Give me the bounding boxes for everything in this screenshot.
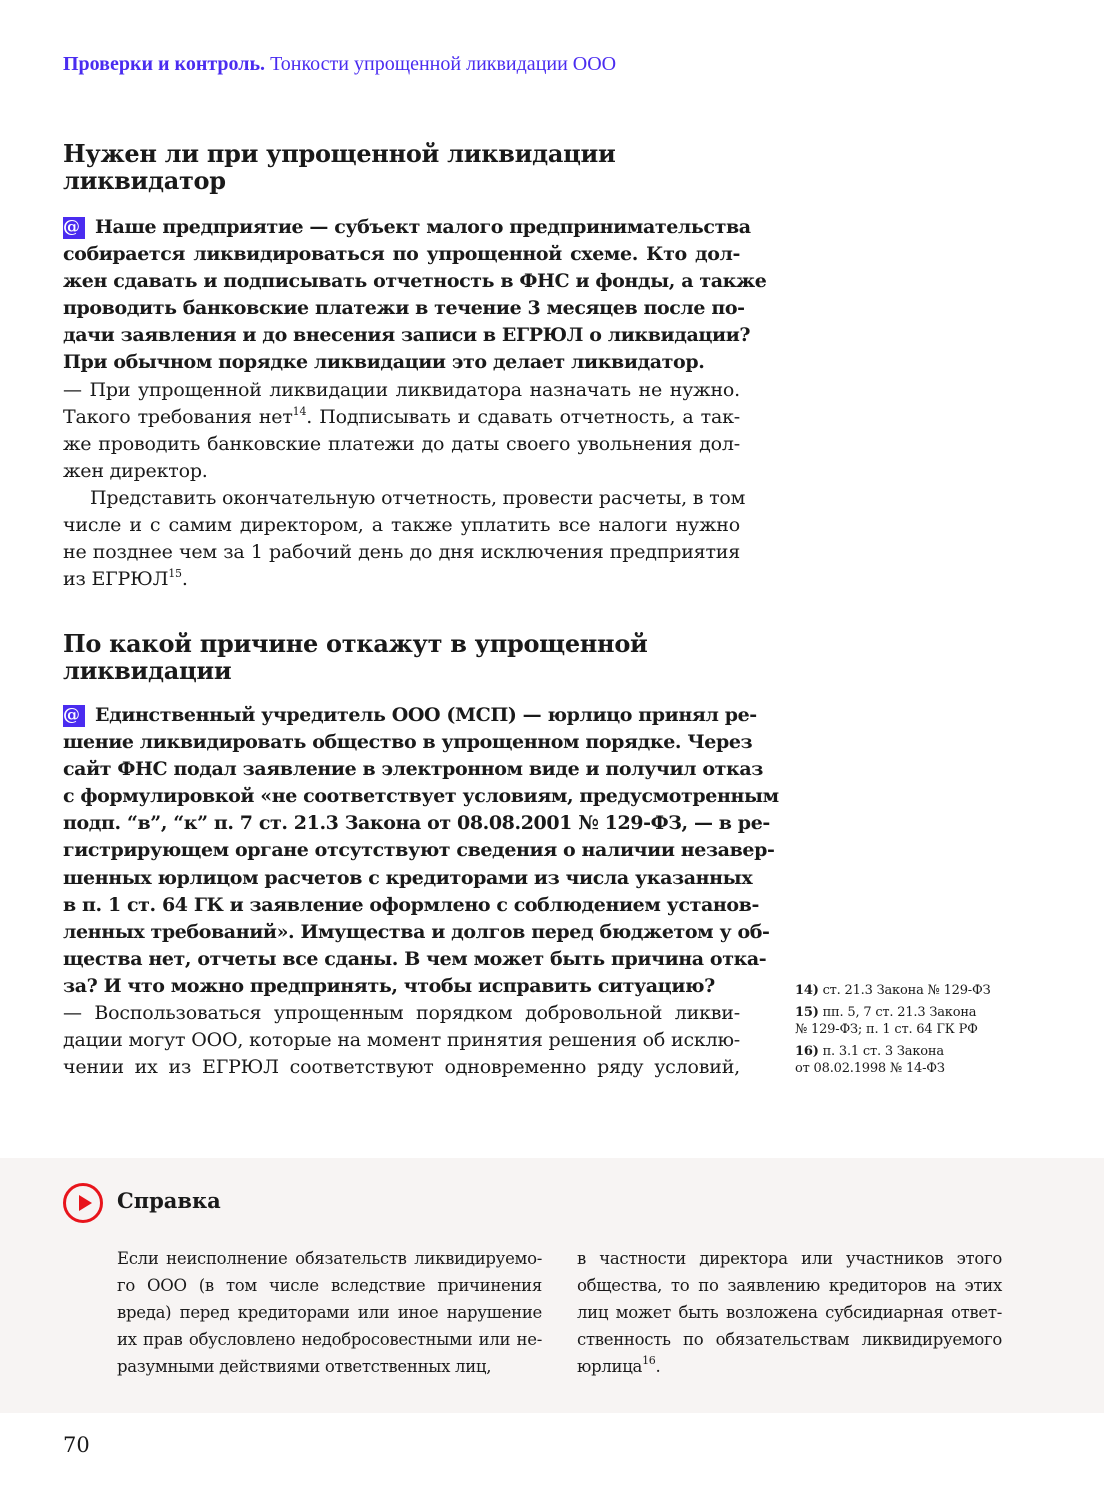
answer-1 bbox=[63, 377, 740, 485]
play-icon bbox=[63, 1183, 103, 1223]
text-line: проводить банковские платежи в течение 3 месяцев после по- bbox=[63, 297, 745, 320]
info-box-title: Справка bbox=[117, 1188, 221, 1213]
text-line: Нужен ли при упрощенной ликвидации bbox=[63, 139, 616, 168]
text-line: жен сдавать и подписывать отчетность в ФНС и фонды, а также bbox=[63, 270, 767, 293]
text-line: При обычном порядке ликвидации это делает ликвидатор. bbox=[63, 351, 705, 374]
text-line: не позднее чем за 1 рабочий день до дня исключения предприятия bbox=[63, 541, 740, 564]
text-line: в п. 1 ст. 64 ГК и заявление оформлено с соблюдением установ- bbox=[63, 893, 759, 916]
text-line: Представить окончательную отчетность, провести расчеты, в том bbox=[90, 487, 746, 509]
text-line: за? И что можно предпринять, чтобы исправить ситуацию? bbox=[63, 974, 715, 997]
text-line: дачи заявления и до внесения записи в ЕГРЮЛ о ликвидации? bbox=[63, 324, 751, 347]
text-line: @ Единственный учредитель ООО (МСП) — юрлицо принял ре- bbox=[63, 704, 757, 726]
question-at-icon: @ bbox=[63, 217, 85, 239]
text-line: — Воспользоваться упрощенным порядком добровольной ликви- bbox=[63, 1002, 740, 1024]
header-section: Проверки и контроль. bbox=[63, 53, 266, 75]
text-line: их прав обусловлено недобросовестными или не- bbox=[117, 1330, 542, 1349]
answer-2 bbox=[63, 1000, 740, 1081]
text-line: собирается ликвидироваться по упрощенной схеме. Кто дол- bbox=[63, 243, 740, 266]
text-line: в частности директора или участников этого bbox=[577, 1249, 1002, 1268]
text-line: По какой причине откажут в упрощенной bbox=[63, 629, 648, 658]
text-line: вреда) перед кредиторами или иное нарушение bbox=[117, 1303, 542, 1322]
text-line: — При упрощенной ликвидации ликвидатора назначать не нужно. bbox=[63, 379, 740, 401]
text-line: с формулировкой «не соответствует условиям, предусмотренным bbox=[63, 785, 779, 808]
text-line: жен директор. bbox=[63, 460, 208, 483]
running-header bbox=[63, 53, 616, 76]
text-line: ликвидации bbox=[63, 656, 232, 686]
page-number: 70 bbox=[63, 1433, 90, 1457]
text-line: числе и с самим директором, а также уплатить все налоги нужно bbox=[63, 514, 740, 537]
text-line: общества, то по заявлению кредиторов на этих bbox=[577, 1276, 1002, 1295]
text-line: Если неисполнение обязательств ликвидируемо- bbox=[117, 1249, 542, 1268]
text-line: лиц может быть возложена субсидиарная ответ- bbox=[577, 1303, 1002, 1322]
answer-1-paragraph-2 bbox=[63, 485, 746, 593]
section-heading-liquidator bbox=[63, 140, 743, 194]
text-line: чении их из ЕГРЮЛ соответствуют одновременно ряду условий, bbox=[63, 1056, 740, 1079]
question-2 bbox=[63, 702, 779, 1000]
text-line: го ООО (в том числе вследствие причинения bbox=[117, 1276, 542, 1295]
info-column-2 bbox=[577, 1245, 1002, 1380]
text-line: дации могут ООО, которые на момент принятия решения об исклю- bbox=[63, 1029, 740, 1052]
footnote-16: 16) п. 3.1 ст. 3 Закона от 08.02.1998 № 14-ФЗ bbox=[795, 1044, 945, 1076]
text-line: разумными действиями ответственных лиц, bbox=[117, 1357, 492, 1376]
text-line: подп. “в”, “к” п. 7 ст. 21.3 Закона от 08.08.2001 № 129-ФЗ, — в ре- bbox=[63, 812, 770, 835]
footnote-ref: 16 bbox=[642, 1354, 656, 1367]
text-line: Такого требования нет$^{14}$. Подписывать и сдавать отчетность, а так- bbox=[63, 405, 740, 429]
footnote-14: 14) ст. 21.3 Закона № 129-ФЗ bbox=[795, 983, 991, 998]
text-line: шение ликвидировать общество в упрощенном порядке. Через bbox=[63, 731, 753, 754]
header-title: Тонкости упрощенной ликвидации ООО bbox=[270, 53, 617, 75]
text-line: @ Наше предприятие — субъект малого предпринимательства bbox=[63, 216, 751, 238]
text-line: ленных требований». Имущества и долгов перед бюджетом у об- bbox=[63, 920, 770, 943]
text-line: же проводить банковские платежи до даты своего увольнения дол- bbox=[63, 433, 740, 456]
text-line: щества нет, отчеты все сданы. В чем может быть причина отка- bbox=[63, 947, 767, 970]
footnote-ref: 14 bbox=[292, 405, 307, 419]
footnote-15: 15) пп. 5, 7 ст. 21.3 Закона № 129-ФЗ; п. 1 ст. 64 ГК РФ bbox=[795, 1005, 978, 1037]
text-line: ственность по обязательствам ликвидируемого bbox=[577, 1330, 1002, 1349]
text-line: ликвидатор bbox=[63, 166, 226, 196]
section-heading-refusal bbox=[63, 630, 743, 684]
text-line: шенных юрлицом расчетов с кредиторами из числа указанных bbox=[63, 866, 753, 889]
footnote-ref: 15 bbox=[168, 567, 182, 581]
question-at-icon: @ bbox=[63, 705, 85, 727]
question-1 bbox=[63, 214, 767, 377]
text-line: гистрирующем органе отсутствуют сведения о наличии незавер- bbox=[63, 839, 775, 862]
text-line: из ЕГРЮЛ$^{15}$. bbox=[63, 567, 188, 591]
text-line: юрлица$^{16}$. bbox=[577, 1354, 661, 1376]
info-column-1 bbox=[117, 1245, 542, 1380]
text-line: сайт ФНС подал заявление в электронном виде и получил отказ bbox=[63, 758, 763, 781]
footnotes bbox=[795, 982, 1015, 1082]
